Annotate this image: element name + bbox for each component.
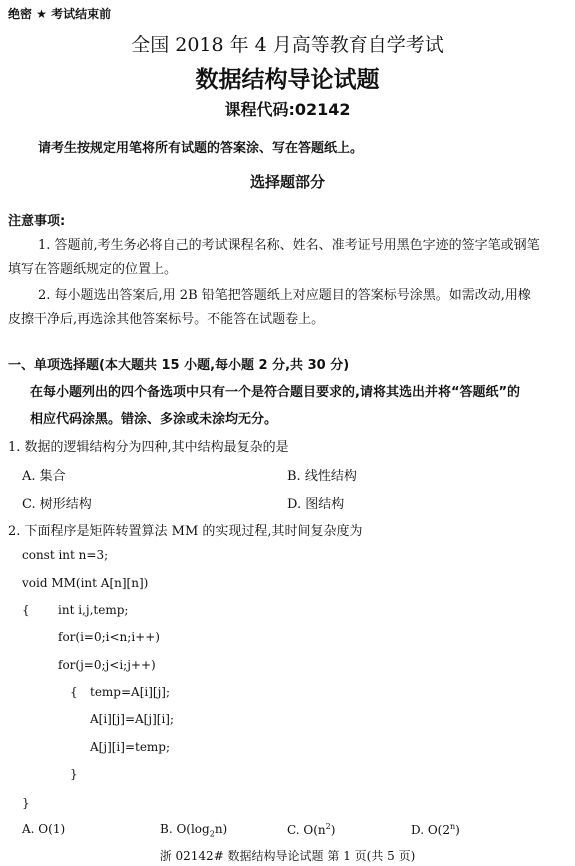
code-line: const int n=3; [22,548,109,562]
course-code: 课程代码:02142 [224,100,351,119]
q2-option-c: C. $O(n^2)$ [287,822,336,837]
notes-item2-line1: 2. 每小题选出答案后,用 2B 铅笔把答题纸上对应题目的答案标号涂黑。如需改动,用橡 [38,288,531,303]
code-line: A[j][i]=temp; [90,740,171,754]
part1-desc-line2: 相应代码涂黑。错涂、多涂或未涂均无分。 [30,412,278,427]
q2-option-b: B. $O(\log_2n)$ [160,822,228,839]
code-line: } [70,767,78,781]
q1-option-a: A. 集合 [22,469,66,484]
code-line: A[i][j]=A[j][i]; [90,712,174,726]
section-title: 选择题部分 [249,173,325,191]
page-footer: 浙 02142# 数据结构导论试题 第 1 页(共 5 页) [159,849,416,863]
code-line: { [70,685,78,699]
part1-heading: 一、单项选择题(本大题共 15 小题,每小题 2 分,共 30 分) [8,358,350,373]
q2-option-a: A. O(1) [22,822,66,836]
paper-title: 数据结构导论试题 [195,67,380,93]
notes-item1-line1: 1. 答题前,考生务必将自己的考试课程名称、姓名、准考证号用黑色字迹的签字笔或钢笔 [38,238,540,253]
part1-desc-line1: 在每小题列出的四个备选项中只有一个是符合题目要求的,请将其选出并将“答题纸”的 [30,385,521,400]
code-line: { [22,603,30,617]
answer-instruction: 请考生按规定用笔将所有试题的答案涂、写在答题纸上。 [38,141,364,156]
q2-stem: 2. 下面程序是矩阵转置算法 MM 的实现过程,其时间复杂度为 [8,524,363,539]
code-line: for(i=0;i<n;i++) [58,630,160,644]
notes-item2-line2: 皮擦干净后,再选涂其他答案标号。不能答在试题卷上。 [8,312,325,327]
code-line: void MM(int A[n][n]) [22,576,149,590]
notes-item1-line2: 填写在答题纸规定的位置上。 [8,262,178,277]
notes-heading: 注意事项: [8,214,66,229]
code-line: for(j=0;j<i;j++) [58,658,156,672]
code-line: int i,j,temp; [58,603,129,617]
q1-stem: 1. 数据的逻辑结构分为四种,其中结构最复杂的是 [8,440,289,455]
q1-option-b: B. 线性结构 [287,469,357,484]
exam-title: 全国 2018 年 4 月高等教育自学考试 [131,34,444,56]
code-line: temp=A[i][j]; [90,685,171,699]
code-line: } [22,796,30,810]
q1-option-c: C. 树形结构 [22,497,92,512]
q1-option-d: D. 图结构 [287,497,345,512]
q2-option-d: D. O(2$^n$) [411,822,460,837]
confidential-label: 绝密 ★ 考试结束前 [8,7,112,21]
